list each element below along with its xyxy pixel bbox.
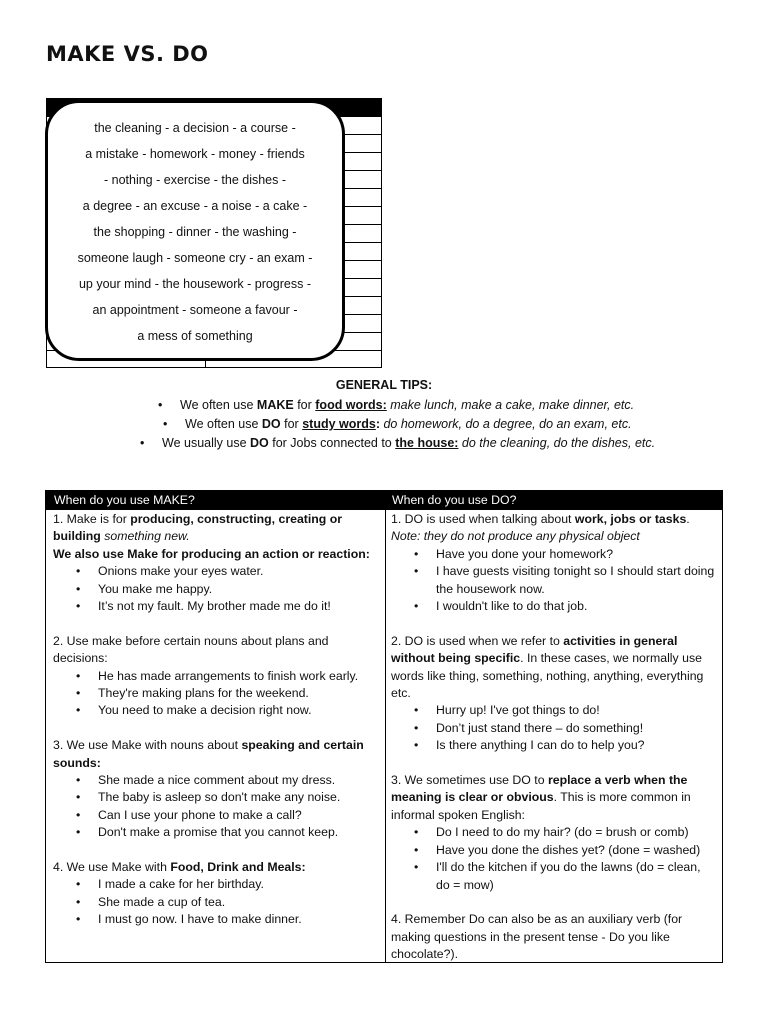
do-note: Note: they do not produce any physical object bbox=[391, 529, 640, 544]
word-line: the shopping - dinner - the washing - bbox=[93, 225, 297, 239]
list-item: • Don't make a promise that you cannot keep. bbox=[98, 824, 379, 841]
do-column bbox=[391, 511, 717, 964]
list-item: • They're making plans for the weekend. bbox=[98, 685, 379, 702]
page-title: MAKE VS. DO bbox=[46, 42, 209, 66]
list-item: • Hurry up! I've got things to do! bbox=[436, 702, 717, 719]
list-item: • Don’t just stand there – do something! bbox=[436, 720, 717, 737]
do-list-1 bbox=[391, 546, 717, 616]
word-line: the cleaning - a decision - a course - bbox=[94, 121, 296, 135]
make-list-2 bbox=[53, 668, 379, 720]
tip-item: • We often use DO for study words: do homework, do a degree, do an exam, etc. bbox=[163, 417, 632, 431]
list-item: • She made a cup of tea. bbox=[98, 894, 379, 911]
list-item: • Have you done the dishes yet? (done = washed) bbox=[436, 842, 717, 859]
word-line: an appointment - someone a favour - bbox=[92, 303, 298, 317]
do-section-4: 4. Remember Do can also be as an auxiliary verb (for making questions in the present tense - Do you like chocolate?). bbox=[391, 912, 683, 962]
list-item: • Have you done your homework? bbox=[436, 546, 717, 563]
make-section-3: 3. We use Make with nouns about speaking and certain sounds: bbox=[53, 738, 364, 770]
list-item: • You make me happy. bbox=[98, 581, 379, 598]
make-list-1 bbox=[53, 563, 379, 615]
list-item: • I wouldn't like to do that job. bbox=[436, 598, 717, 615]
list-item: • Do I need to do my hair? (do = brush or comb) bbox=[436, 824, 717, 841]
tip-item: • We often use MAKE for food words: make lunch, make a cake, make dinner, etc. bbox=[158, 398, 635, 412]
do-section-1: 1. DO is used when talking about work, jobs or tasks. bbox=[391, 512, 690, 526]
list-item: • It’s not my fault. My brother made me do it! bbox=[98, 598, 379, 615]
list-item: • Can I use your phone to make a call? bbox=[98, 807, 379, 824]
do-section-3: 3. We sometimes use DO to replace a verb when the meaning is clear or obvious. This is more common in informal spoken English: bbox=[391, 773, 691, 822]
word-line: - nothing - exercise - the dishes - bbox=[103, 173, 287, 187]
list-item: • You need to make a decision right now. bbox=[98, 702, 379, 719]
word-line: a degree - an excuse - a noise - a cake - bbox=[82, 199, 308, 213]
list-item: • The baby is asleep so don't make any noise. bbox=[98, 789, 379, 806]
make-column bbox=[53, 511, 379, 929]
list-item: • Onions make your eyes water. bbox=[98, 563, 379, 580]
list-item: • I have guests visiting tonight so I should start doing the housework now. bbox=[436, 563, 717, 598]
do-section-2: 2. DO is used when we refer to activities in general without being specific. In these cases, we normally use words like thing, something, nothing, anything, everything etc. bbox=[391, 633, 704, 701]
make-section-2: 2. Use make before certain nouns about plans and decisions: bbox=[53, 633, 329, 666]
word-line: a mistake - homework - money - friends bbox=[85, 147, 305, 161]
list-item: • He has made arrangements to finish work early. bbox=[98, 668, 379, 685]
make-list-4 bbox=[53, 876, 379, 928]
make-section-1: 1. Make is for producing, constructing, creating or building something new. bbox=[53, 512, 343, 544]
word-line: someone laugh - someone cry - an exam - bbox=[77, 251, 313, 265]
list-item: • I'll do the kitchen if you do the lawns (do = clean, do = mow) bbox=[436, 859, 717, 894]
make-column-header: When do you use MAKE? bbox=[54, 493, 195, 507]
do-column-header: When do you use DO? bbox=[392, 493, 517, 507]
tips-heading: GENERAL TIPS: bbox=[335, 378, 433, 392]
table-header bbox=[46, 491, 722, 510]
do-list-2 bbox=[391, 702, 717, 754]
tip-item: • We usually use DO for Jobs connected to the house: do the cleaning, do the dishes, etc. bbox=[140, 436, 656, 450]
make-list-3 bbox=[53, 772, 379, 842]
make-section-4: 4. We use Make with Food, Drink and Meals: bbox=[53, 860, 306, 875]
do-list-3 bbox=[391, 824, 717, 894]
list-item: • She made a nice comment about my dress. bbox=[98, 772, 379, 789]
word-box bbox=[45, 100, 345, 361]
word-line: a mess of something bbox=[137, 329, 253, 343]
make-do-table bbox=[45, 490, 723, 963]
list-item: • I made a cake for her birthday. bbox=[98, 876, 379, 893]
list-item: • I must go now. I have to make dinner. bbox=[98, 911, 379, 928]
make-section-1b: We also use Make for producing an action or reaction: bbox=[53, 546, 370, 561]
list-item: • Is there anything I can do to help you? bbox=[436, 737, 717, 754]
word-line: up your mind - the housework - progress - bbox=[78, 277, 312, 291]
